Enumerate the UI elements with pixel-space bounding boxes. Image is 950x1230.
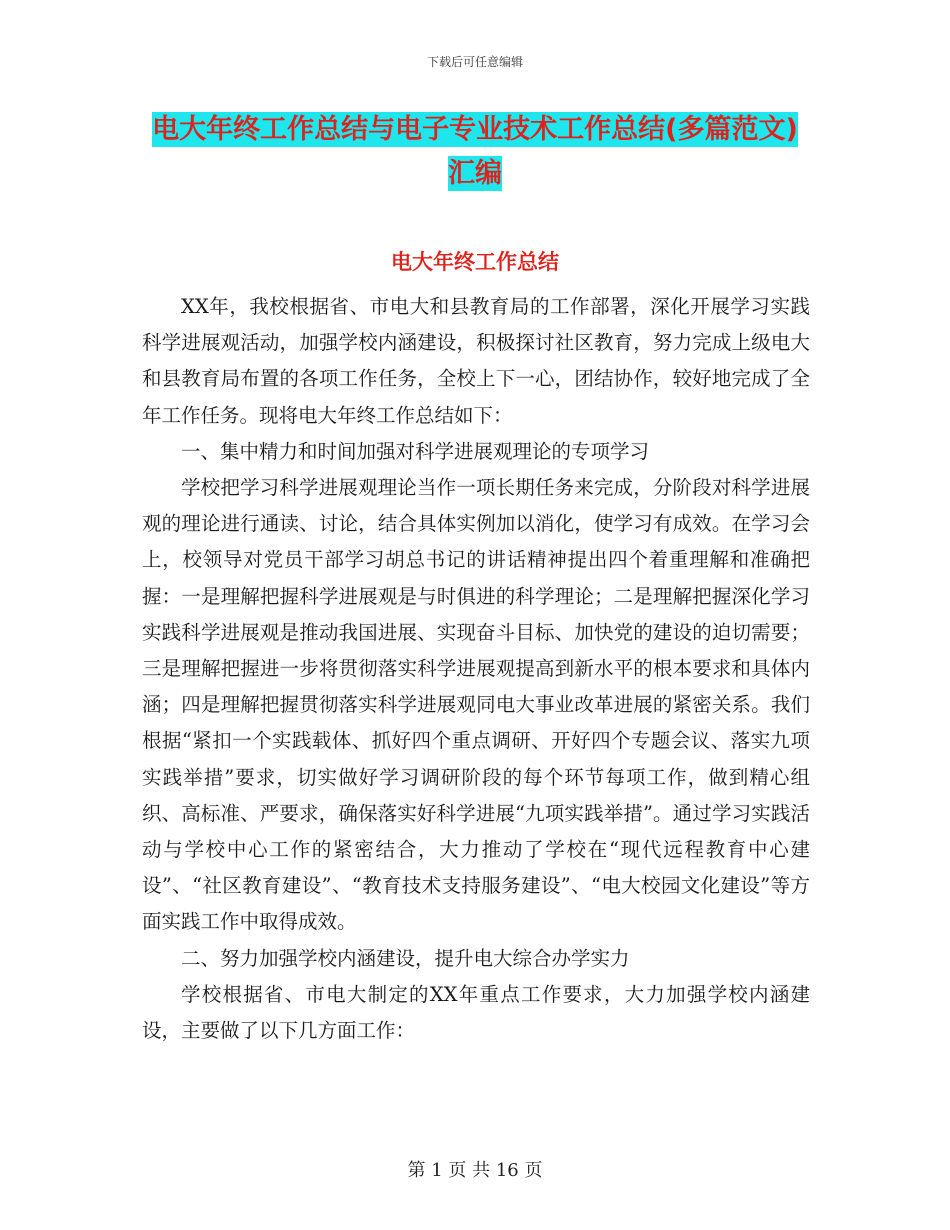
page-indicator: 第 1 页 共 16 页: [407, 1160, 543, 1181]
heading-part-one: 一、集中精力和时间加强对科学进展观理论的专项学习: [181, 439, 650, 463]
paragraph-intro: XX年，我校根据省、市电大和县教育局的工作部署，深化开展学习实践科学进展观活动，加强学校内涵建设，积极探讨社区教育，努力完成上级电大和县教育局布置的各项工作任务，全校上下一心，团结协作，较好地完成了全年工作任务。现将电大年终工作总结如下：: [142, 295, 810, 427]
paragraph-part-two: 学校根据省、市电大制定的XX年重点工作要求，大力加强学校内涵建设，主要做了以下几方面工作：: [142, 982, 810, 1043]
section-title: 电大年终工作总结: [391, 250, 559, 274]
document-title-text: 电大年终工作总结与电子专业技术工作总结(多篇范文)汇编: [152, 114, 798, 189]
document-body: [142, 289, 810, 1049]
header-note: 下载后可任意编辑: [426, 55, 523, 69]
document-title: [140, 108, 810, 196]
heading-part-two: 二、努力加强学校内涵建设，提升电大综合办学实力: [181, 946, 630, 970]
paragraph-part-one: 学校把学习科学进展观理论当作一项长期任务来完成，分阶段对科学进展观的理论进行通读、讨论，结合具体实例加以消化，使学习有成效。在学习会上，校领导对党员干部学习胡总书记的讲话精神提出四个着重理解和准确把握：一是理解把握科学进展观是与时俱进的科学理论；二是理解把握深化学习实践科学进展观是推动我国进展、实现奋斗目标、加快党的建设的迫切需要；三是理解把握进一步将贯彻落实科学进展观提高到新水平的根本要求和具体内涵；四是理解把握贯彻落实科学进展观同电大事业改革进展的紧密关系。我们根据“紧扣一个实践载体、抓好四个重点调研、开好四个专题会议、落实九项实践举措”要求，切实做好学习调研阶段的每个环节每项工作，做到精心组织、高标准、严要求，确保落实好科学进展“九项实践举措”。通过学习实践活动与学校中心工作的紧密结合，大力推动了学校在“现代远程教育中心建设”、“社区教育建设”、“教育技术支持服务建设”、“电大校园文化建设”等方面实践工作中取得成效。: [142, 476, 810, 934]
